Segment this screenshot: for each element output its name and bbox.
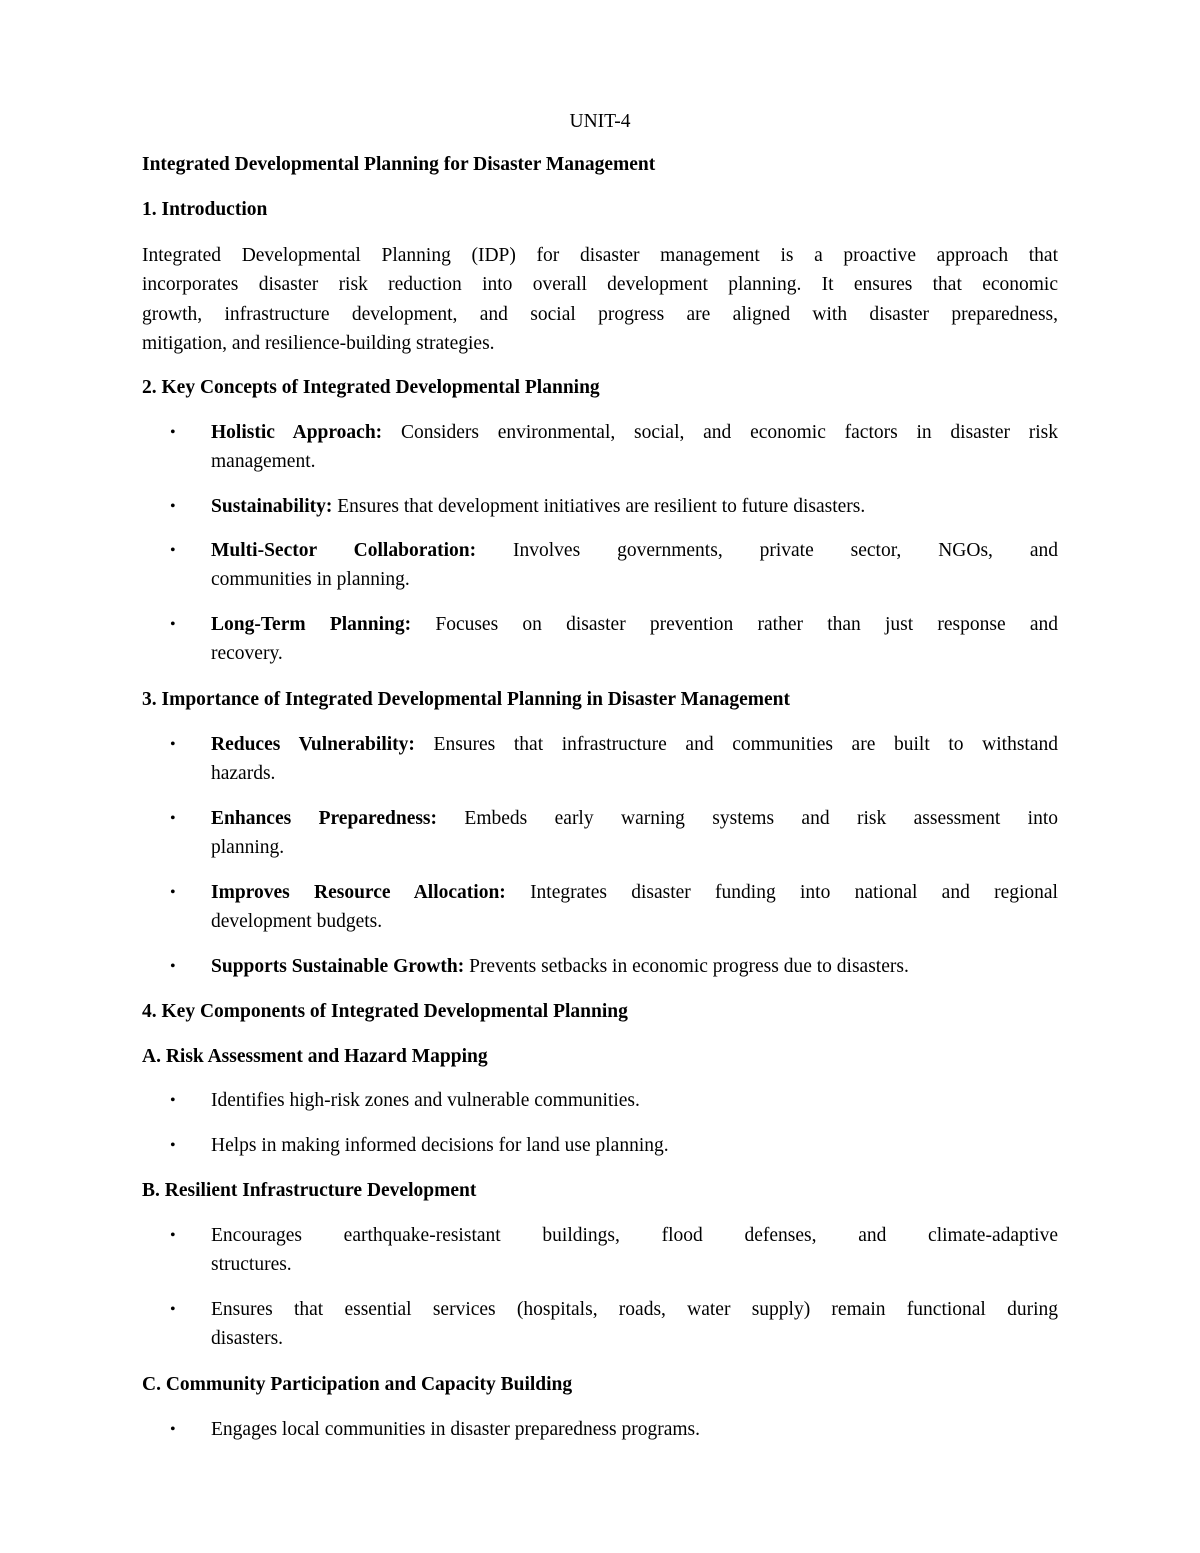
bullet-icon: • <box>170 1421 176 1438</box>
subsection-heading-community-participation: C. Community Participation and Capacity Building <box>142 1374 573 1395</box>
paragraph-line: Integrated Developmental Planning (IDP) for disaster management is a proactive approach that <box>142 245 1058 266</box>
list-item-text: Engages local communities in disaster preparedness programs. <box>211 1419 700 1440</box>
list-item-essential-services <box>211 1295 1058 1354</box>
bullet-icon: • <box>170 1137 176 1154</box>
list-item-text: Ensures that essential services (hospitals, roads, water supply) remain functional during <box>211 1299 1058 1320</box>
list-item-text: Considers environmental, social, and economic factors in disaster risk <box>382 422 1059 443</box>
list-item-text: structures. <box>211 1254 292 1276</box>
list-item-text: Prevents setbacks in economic progress due to disasters. <box>464 956 909 977</box>
list-item-text: Ensures that infrastructure and communities are built to withstand <box>414 734 1058 755</box>
list-item-long-term-planning <box>211 610 1058 669</box>
list-item-text: development budgets. <box>211 911 383 933</box>
list-item-sustainability <box>211 492 1058 521</box>
list-item-term: Supports Sustainable Growth: <box>211 956 465 977</box>
list-item-enhances-preparedness <box>211 804 1058 863</box>
subsection-heading-resilient-infrastructure: B. Resilient Infrastructure Development <box>142 1180 477 1201</box>
unit-label: UNIT-4 <box>569 111 631 132</box>
introduction-paragraph <box>142 241 1058 358</box>
list-item-holistic-approach <box>211 418 1058 477</box>
bullet-icon: • <box>170 736 176 753</box>
list-item-reduces-vulnerability <box>211 730 1058 789</box>
list-item-text: Encourages earthquake-resistant buildings, flood defenses, and climate-adaptive <box>211 1225 1058 1246</box>
list-item-term: Long-Term Planning: <box>211 614 412 635</box>
list-item-engages-local-communities <box>211 1415 1058 1444</box>
list-item-term: Holistic Approach: <box>211 422 383 443</box>
list-item-text: communities in planning. <box>211 569 410 591</box>
bullet-icon: • <box>170 542 176 559</box>
bullet-icon: • <box>170 424 176 441</box>
bullet-icon: • <box>170 1092 176 1109</box>
list-item-term: Multi-Sector Collaboration: <box>211 540 477 561</box>
bullet-icon: • <box>170 498 176 515</box>
list-item-term: Sustainability: <box>211 496 333 517</box>
section-heading-key-components: 4. Key Components of Integrated Developmental Planning <box>142 1001 628 1022</box>
list-item-text: Ensures that development initiatives are resilient to future disasters. <box>332 496 866 517</box>
list-item-text: Integrates disaster funding into national and regional <box>505 882 1058 903</box>
list-item-text: planning. <box>211 837 285 859</box>
bullet-icon: • <box>170 1227 176 1244</box>
paragraph-line: growth, infrastructure development, and social progress are aligned with disaster preparedness, <box>142 303 1058 325</box>
section-heading-key-concepts: 2. Key Concepts of Integrated Developmental Planning <box>142 377 600 398</box>
section-heading-introduction: 1. Introduction <box>142 199 268 220</box>
list-item-text: hazards. <box>211 763 276 785</box>
bullet-icon: • <box>170 616 176 633</box>
list-item-supports-sustainable-growth <box>211 952 1058 981</box>
list-item-text: Identifies high-risk zones and vulnerable communities. <box>211 1090 640 1111</box>
subsection-heading-risk-assessment: A. Risk Assessment and Hazard Mapping <box>142 1046 488 1067</box>
list-item-text: Involves governments, private sector, NGOs, and <box>476 540 1058 561</box>
list-item-text: recovery. <box>211 643 283 665</box>
list-item-text: Focuses on disaster prevention rather than just response and <box>411 614 1059 635</box>
paragraph-line: mitigation, and resilience-building strategies. <box>142 332 495 354</box>
list-item-term: Improves Resource Allocation: <box>211 882 506 903</box>
paragraph-line: incorporates disaster risk reduction into overall development planning. It ensures that economic <box>142 274 1058 296</box>
list-item-term: Reduces Vulnerability: <box>211 734 415 755</box>
list-item-text: Embeds early warning systems and risk assessment into <box>437 808 1058 829</box>
list-item-multi-sector-collaboration <box>211 536 1058 595</box>
bullet-icon: • <box>170 1301 176 1318</box>
list-item-earthquake-resistant-buildings <box>211 1221 1058 1280</box>
bullet-icon: • <box>170 884 176 901</box>
section-heading-importance: 3. Importance of Integrated Developmental Planning in Disaster Management <box>142 689 790 710</box>
list-item-text: Helps in making informed decisions for land use planning. <box>211 1135 669 1156</box>
list-item-informed-decisions <box>211 1131 1058 1160</box>
list-item-text: disasters. <box>211 1328 284 1350</box>
document-title: Integrated Developmental Planning for Disaster Management <box>142 154 656 175</box>
bullet-icon: • <box>170 810 176 827</box>
list-item-improves-resource-allocation <box>211 878 1058 937</box>
bullet-icon: • <box>170 958 176 975</box>
list-item-text: management. <box>211 451 316 473</box>
list-item-term: Enhances Preparedness: <box>211 808 438 829</box>
list-item-identifies-high-risk-zones <box>211 1086 1058 1115</box>
